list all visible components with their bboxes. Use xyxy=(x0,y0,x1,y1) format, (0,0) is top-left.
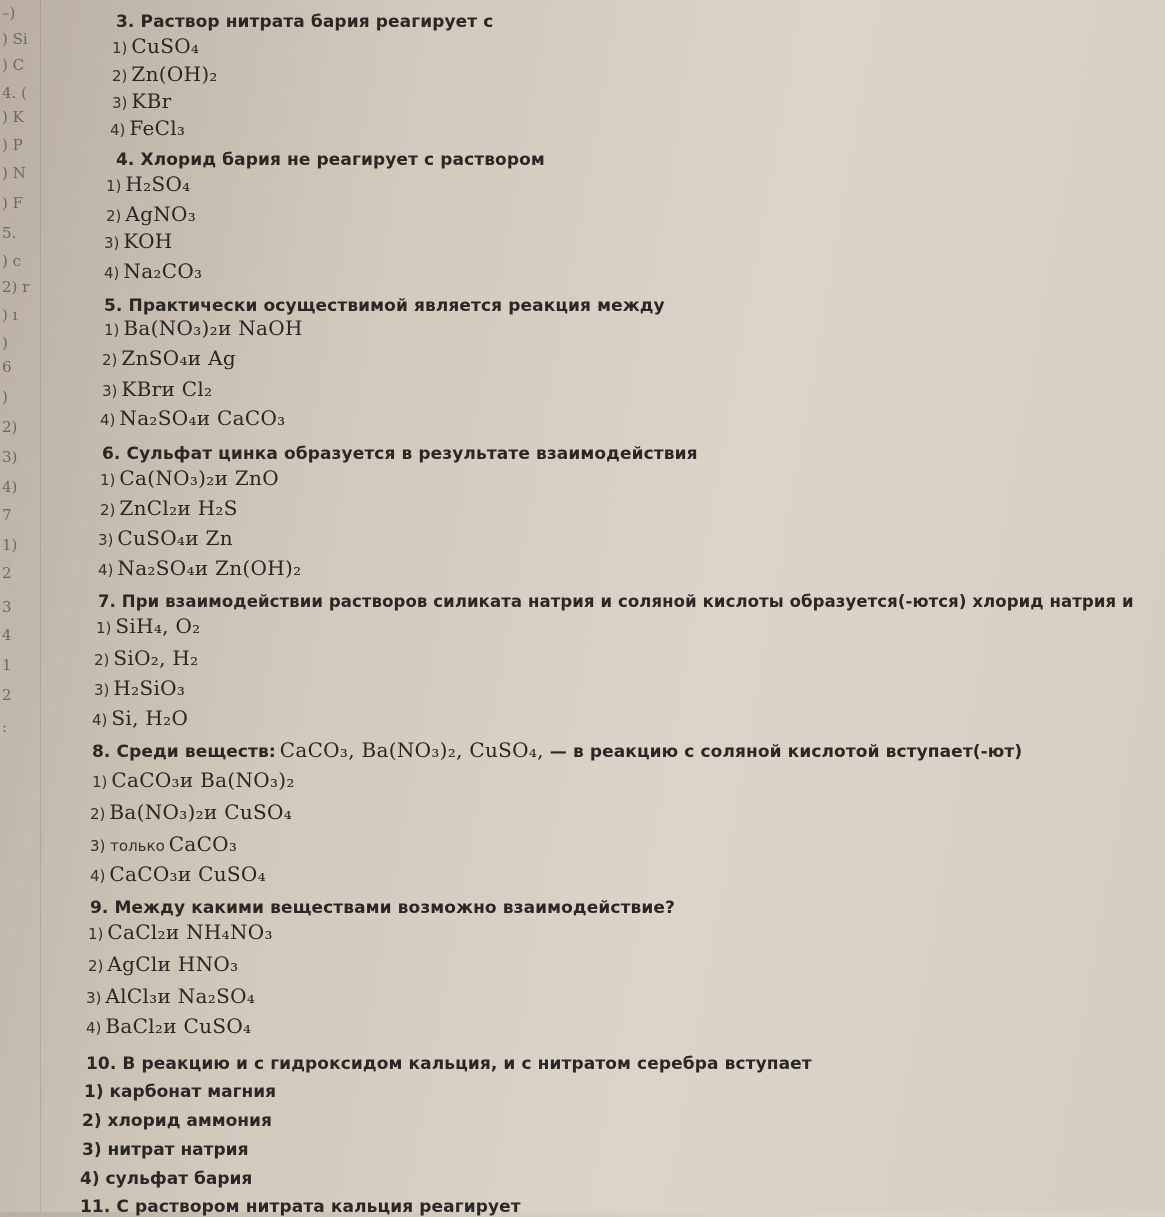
option-formula: AgClи HNO₃ xyxy=(107,952,239,976)
option-number: 2) xyxy=(88,957,104,975)
margin-fragment: 2) r xyxy=(2,278,30,296)
margin-fragment: 3) xyxy=(2,448,18,466)
option-formula: AlCl₃и Na₂SO₄ xyxy=(105,984,256,1008)
question-9-text: 9. Между какими веществами возможно взаимодействие? xyxy=(90,898,675,918)
option-formula: H₂SiO₃ xyxy=(113,676,186,700)
margin-fragment: 1) xyxy=(2,536,18,554)
option-formula: SiH₄, O₂ xyxy=(115,614,201,638)
option-number: 2) xyxy=(102,351,118,369)
question-4-option-1 xyxy=(106,172,190,196)
option-number: 4) xyxy=(86,1019,102,1037)
margin-fragment: 5. xyxy=(2,224,17,242)
margin-fragment: 2 xyxy=(2,564,12,582)
margin-fragment: ) P xyxy=(2,136,23,154)
option-number: 4) xyxy=(110,121,126,139)
option-formula: CaCO₃ xyxy=(168,832,238,856)
question-8-text xyxy=(92,738,1022,762)
margin-fragment: 6 xyxy=(2,358,12,376)
option-formula: Ba(NO₃)₂и NaOH xyxy=(123,316,303,340)
option-number: 3) xyxy=(112,94,128,112)
option-formula: BaCl₂и CuSO₄ xyxy=(105,1014,252,1038)
margin-fragment: ) xyxy=(2,334,8,352)
question-3-text: 3. Раствор нитрата бария реагирует с xyxy=(116,12,494,32)
margin-fragment: 3 xyxy=(2,598,12,616)
margin-fragment: 2) xyxy=(2,418,18,436)
question-7-text: 7. При взаимодействии растворов силиката натрия и соляной кислоты образуется(-ются) хлорид натрия и xyxy=(98,592,1134,611)
option-number: 1) xyxy=(112,39,128,57)
question-9-option-3 xyxy=(86,984,255,1008)
question-6-option-2 xyxy=(100,496,238,520)
option-number: 1) xyxy=(104,321,120,339)
option-number: 3) только xyxy=(90,837,165,855)
question-10-option-3: 3) нитрат натрия xyxy=(82,1140,249,1160)
option-number: 4) xyxy=(92,711,108,729)
question-6-option-4 xyxy=(98,556,301,580)
question-10-text: 10. В реакцию и с гидроксидом кальция, и с нитратом серебра вступает xyxy=(86,1054,812,1074)
question-8-option-2 xyxy=(90,800,292,824)
question-8-option-1 xyxy=(92,768,295,792)
margin-fragment: ) xyxy=(2,388,8,406)
question-5-text: 5. Практически осуществимой является реакция между xyxy=(104,296,665,316)
margin-fragment: 1 xyxy=(2,656,12,674)
question-7-option-1 xyxy=(96,614,201,638)
question-10-option-2: 2) хлорид аммония xyxy=(82,1111,272,1131)
question-3-option-3 xyxy=(112,89,172,113)
option-number: 1) xyxy=(88,925,104,943)
option-number: 4) xyxy=(98,561,114,579)
question-5-option-3 xyxy=(102,377,212,401)
option-number: 1) xyxy=(92,773,108,791)
question-3-option-4 xyxy=(110,116,185,140)
question-3-option-2 xyxy=(112,62,218,86)
question-8-prefix: 8. Среди веществ: xyxy=(92,742,276,762)
margin-fragment: 7 xyxy=(2,506,12,524)
option-formula: CaCl₂и NH₄NO₃ xyxy=(107,920,273,944)
question-8-formula: CaCO₃, Ba(NO₃)₂, CuSO₄, xyxy=(279,738,544,762)
question-7-option-3 xyxy=(94,676,185,700)
option-number: 4) xyxy=(100,411,116,429)
margin-fragment: –) xyxy=(2,4,16,22)
margin-fragment: ) Si xyxy=(2,30,28,48)
question-3-option-1 xyxy=(112,34,199,58)
option-formula: Si, H₂O xyxy=(111,706,189,730)
question-4-option-3 xyxy=(104,229,173,253)
option-formula: Na₂SO₄и CaCO₃ xyxy=(119,406,286,430)
option-formula: KBr xyxy=(131,89,172,113)
question-11-text: 11. С раствором нитрата кальция реагирует xyxy=(80,1197,521,1217)
margin-fragment: ) K xyxy=(2,108,24,126)
question-8-option-4 xyxy=(90,862,266,886)
option-number: 3) xyxy=(102,382,118,400)
left-margin-fragments xyxy=(0,0,41,1212)
option-formula: KOH xyxy=(123,229,173,253)
margin-fragment: : xyxy=(2,718,8,736)
option-number: 2) xyxy=(90,805,106,823)
option-formula: ZnCl₂и H₂S xyxy=(119,496,238,520)
question-7-option-2 xyxy=(94,646,199,670)
question-4-option-2 xyxy=(106,202,196,226)
question-5-option-1 xyxy=(104,316,303,340)
margin-fragment: ) N xyxy=(2,164,26,182)
option-formula: Na₂CO₃ xyxy=(123,259,203,283)
option-formula: Ca(NO₃)₂и ZnO xyxy=(119,466,279,490)
option-formula: Ba(NO₃)₂и CuSO₄ xyxy=(109,800,293,824)
option-number: 2) xyxy=(106,207,122,225)
question-5-option-4 xyxy=(100,406,286,430)
margin-fragment: 4 xyxy=(2,626,12,644)
option-number: 2) xyxy=(94,651,110,669)
question-6-option-1 xyxy=(100,466,279,490)
option-formula: FeCl₃ xyxy=(129,116,186,140)
question-5-option-2 xyxy=(102,346,236,370)
option-formula: AgNO₃ xyxy=(125,202,197,226)
question-9-option-2 xyxy=(88,952,238,976)
option-formula: ZnSO₄и Ag xyxy=(121,346,236,370)
question-9-option-1 xyxy=(88,920,273,944)
margin-fragment: 4) xyxy=(2,478,18,496)
option-number: 1) xyxy=(100,471,116,489)
question-10-option-4: 4) сульфат бария xyxy=(80,1169,253,1189)
question-4-text: 4. Хлорид бария не реагирует с раствором xyxy=(116,150,545,170)
question-8-suffix: — в реакцию с соляной кислотой вступает(-ют) xyxy=(549,742,1023,762)
option-number: 2) xyxy=(100,501,116,519)
option-number: 1) xyxy=(96,619,112,637)
option-formula: SiO₂, H₂ xyxy=(113,646,199,670)
option-number: 1) xyxy=(106,177,122,195)
question-9-option-4 xyxy=(86,1014,251,1038)
question-6-text: 6. Сульфат цинка образуется в результате взаимодействия xyxy=(102,444,698,464)
option-formula: Zn(OH)₂ xyxy=(131,62,218,86)
question-8-option-3 xyxy=(90,832,237,856)
question-10-option-1: 1) карбонат магния xyxy=(84,1082,277,1102)
option-formula: Na₂SO₄и Zn(OH)₂ xyxy=(117,556,302,580)
question-7-option-4 xyxy=(92,706,188,730)
option-number: 4) xyxy=(90,867,106,885)
option-formula: CaCO₃и CuSO₄ xyxy=(109,862,266,886)
margin-fragment: ) ı xyxy=(2,306,18,324)
question-6-option-3 xyxy=(98,526,233,550)
option-number: 3) xyxy=(104,234,120,252)
margin-fragment: ) C xyxy=(2,56,25,74)
option-formula: CuSO₄ xyxy=(131,34,200,58)
option-formula: H₂SO₄ xyxy=(125,172,191,196)
option-number: 3) xyxy=(86,989,102,1007)
option-formula: CaCO₃и Ba(NO₃)₂ xyxy=(111,768,295,792)
margin-fragment: 2 xyxy=(2,686,12,704)
option-number: 2) xyxy=(112,67,128,85)
option-number: 4) xyxy=(104,264,120,282)
margin-fragment: ) F xyxy=(2,194,24,212)
margin-fragment: ) c xyxy=(2,252,22,270)
question-4-option-4 xyxy=(104,259,202,283)
option-number: 3) xyxy=(94,681,110,699)
option-formula: KBrи Cl₂ xyxy=(121,377,213,401)
option-number: 3) xyxy=(98,531,114,549)
option-formula: CuSO₄и Zn xyxy=(117,526,233,550)
margin-fragment: 4. ( xyxy=(2,84,27,102)
